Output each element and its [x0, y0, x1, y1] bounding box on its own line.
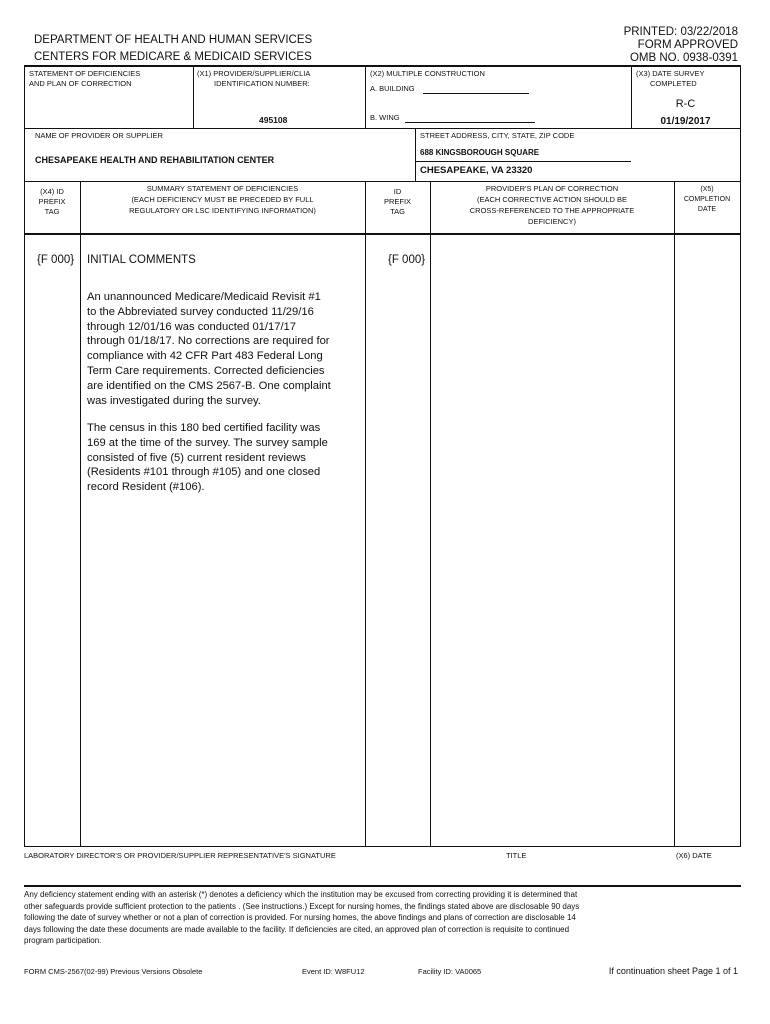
printed-date: PRINTED: 03/22/2018 [623, 26, 738, 38]
survey-date: 01/19/2017 [660, 116, 711, 127]
form-number: FORM CMS-2567(02-99) Previous Versions Obsolete [24, 967, 203, 976]
divider-address [415, 128, 416, 181]
col-divider-prefix [80, 181, 81, 846]
page-indicator: If continuation sheet Page 1 of 1 [608, 966, 738, 976]
entry-paragraph-1 [87, 290, 359, 408]
disclosure-note [24, 889, 579, 947]
department-title: DEPARTMENT OF HEALTH AND HUMAN SERVICES [34, 34, 313, 46]
paragraph-line: The census in this 180 bed certified facility was [87, 422, 321, 434]
x4-label-2: PREFIX [38, 197, 66, 206]
id-label-2: PREFIX [383, 197, 412, 206]
note-line: program participation. [24, 936, 102, 946]
plan-label-3: CROSS-REFERENCED TO THE APPROPRIATE [469, 206, 635, 215]
col-divider-plan [674, 181, 675, 846]
address-divider [415, 161, 631, 162]
facility-id: Facility ID: VA0065 [418, 967, 482, 976]
provider-id-number: 495108 [259, 115, 288, 125]
x5-label-3: DATE [697, 206, 717, 213]
entry-heading: INITIAL COMMENTS [87, 254, 196, 266]
body-left-border [24, 233, 25, 846]
x3-label-1: (X3) DATE SURVEY [636, 69, 705, 78]
survey-type: R-C [675, 98, 696, 110]
event-id: Event ID: W8FU12 [302, 967, 365, 976]
building-label: A. BUILDING [370, 84, 415, 93]
paragraph-line: (Residents #101 through #105) and one closed [87, 466, 321, 479]
paragraph-line: to the Abbreviated survey conducted 11/29/16 [87, 305, 314, 318]
note-line: days following the date these documents are made available to the facility. If deficiencies are cited, an approved plan of correction is requisite to continued [24, 924, 570, 934]
x5-label-2: COMPLETION [683, 196, 731, 203]
summary-label-2: (EACH DEFICIENCY MUST BE PRECEDED BY FULL [131, 195, 314, 204]
wing-label: B. WING [370, 113, 400, 122]
agency-title: CENTERS FOR MEDICARE & MEDICAID SERVICES [34, 51, 312, 63]
paragraph-line: record Resident (#106). [87, 481, 205, 494]
note-line: Any deficiency statement ending with an asterisk (*) denotes a deficiency which the institution may be excused from correcting providing it is determined that [24, 890, 578, 899]
paragraph-line: Term Care requirements. Corrected deficiencies [87, 364, 325, 377]
row-divider-provider [24, 128, 741, 129]
summary-label-3: REGULATORY OR LSC IDENTIFYING INFORMATION) [129, 206, 316, 215]
street-address: 688 KINGSBOROUGH SQUARE [420, 148, 540, 157]
x3-label-2: COMPLETED [650, 79, 697, 88]
x5-label-1: (X5) [700, 186, 714, 193]
paragraph-line: compliance with 42 CFR Part 483 Federal Long [87, 350, 323, 363]
building-field-line [423, 93, 529, 94]
form-approved: FORM APPROVED [637, 39, 738, 51]
plan-label-4: DEFICIENCY) [528, 217, 576, 226]
paragraph-line: was investigated during the survey. [87, 394, 261, 407]
column-header-bottom [24, 233, 741, 235]
wing-field-line [405, 122, 535, 123]
divider-x1 [193, 65, 194, 128]
divider-x2 [365, 65, 366, 128]
deficiency-tag-left: {F 000} [37, 254, 75, 266]
provider-name: CHESAPEAKE HEALTH AND REHABILITATION CENTER [35, 155, 275, 165]
paragraph-line: through 01/18/17. No corrections are required for [87, 335, 330, 348]
paragraph-line: through 12/01/16 was conducted 01/17/17 [87, 320, 296, 333]
note-line: following the date of survey whether or not a plan of correction is provided. For nursing homes, the above findings and plans of correction are disclosable 14 [24, 913, 576, 923]
col-divider-id [430, 181, 431, 846]
x4-label-1: (X4) ID [40, 187, 64, 196]
signature-date-label: (X6) DATE [676, 851, 712, 860]
x4-label-3: TAG [44, 207, 60, 216]
city-state-zip: CHESAPEAKE, VA 23320 [420, 165, 533, 176]
summary-label-1: SUMMARY STATEMENT OF DEFICIENCIES [146, 184, 299, 193]
statement-label-1: STATEMENT OF DEFICIENCIES [29, 69, 141, 78]
right-border [740, 65, 741, 233]
x1-label-1: (X1) PROVIDER/SUPPLIER/CLIA [197, 69, 311, 78]
row-divider-columns [24, 181, 741, 182]
x1-label-2: IDENTIFICATION NUMBER: [214, 79, 310, 88]
top-border [24, 65, 741, 67]
col-divider-summary [365, 181, 366, 846]
paragraph-line: are identified on the CMS 2567-B. One complaint [87, 379, 331, 392]
signature-bottom [24, 885, 741, 887]
omb-number: OMB NO. 0938-0391 [629, 52, 738, 64]
title-label: TITLE [506, 851, 527, 860]
id-label-1: ID [393, 187, 402, 196]
id-label-3: TAG [390, 207, 405, 216]
plan-label-2: (EACH CORRECTIVE ACTION SHOULD BE [476, 195, 628, 204]
paragraph-line: 169 at the time of the survey. The survey sample [87, 436, 328, 449]
paragraph-line: An unannounced Medicare/Medicaid Revisit #1 [87, 291, 321, 303]
body-bottom [24, 846, 741, 847]
deficiency-tag-right: {F 000} [388, 254, 426, 266]
provider-name-label: NAME OF PROVIDER OR SUPPLIER [35, 131, 163, 140]
paragraph-line: consisted of five (5) current resident reviews [87, 451, 306, 464]
statement-label-2: AND PLAN OF CORRECTION [29, 79, 132, 88]
plan-label-1: PROVIDER'S PLAN OF CORRECTION [485, 184, 619, 193]
signature-label: LABORATORY DIRECTOR'S OR PROVIDER/SUPPLIER REPRESENTATIVE'S SIGNATURE [24, 851, 336, 860]
body-right-border [740, 233, 741, 846]
entry-paragraph-2 [87, 421, 359, 495]
x2-label: (X2) MULTIPLE CONSTRUCTION [370, 69, 485, 78]
address-label: STREET ADDRESS, CITY, STATE, ZIP CODE [420, 131, 575, 140]
note-line: other safeguards provide sufficient protection to the patients . (See instructions.) Except for nursing homes, the findings stated above are disclosable 90 days [24, 901, 580, 911]
